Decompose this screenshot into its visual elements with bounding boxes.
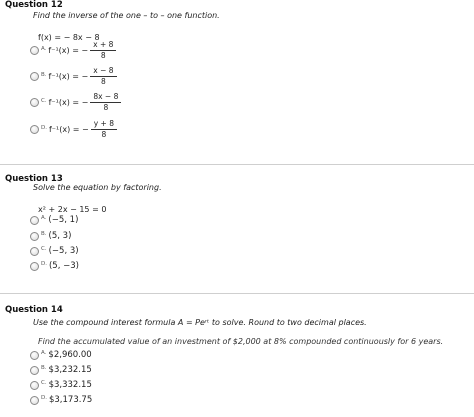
option-text: (−5, 1) [48, 215, 79, 225]
option-letter: D. [41, 124, 47, 131]
option-lhs: f⁻¹(x) = − [48, 125, 89, 134]
radio-button[interactable] [30, 232, 39, 241]
question-14-subprompt: Find the accumulated value of an investment of $2,000 at 8% compounded continuously for 6 years. [38, 337, 444, 346]
radio-button[interactable] [30, 216, 39, 225]
fraction-denominator: 8 [100, 51, 106, 60]
option-fraction [90, 40, 116, 61]
option-fraction [91, 119, 117, 140]
radio-button[interactable] [30, 125, 39, 134]
question-divider [0, 293, 474, 294]
option-lhs: f⁻¹(x) = − [48, 46, 89, 55]
option-letter: B. [41, 231, 47, 237]
option-text: (−5, 3) [48, 246, 79, 256]
option-text: $3,173.75 [48, 395, 93, 405]
radio-button[interactable] [30, 72, 39, 81]
option-letter: B. [41, 365, 47, 371]
question-13-option-d[interactable] [30, 261, 79, 271]
radio-button[interactable] [30, 396, 39, 405]
question-13-given: x² + 2x − 15 = 0 [38, 205, 107, 214]
option-letter: C. [41, 97, 47, 104]
option-text: $3,332.15 [48, 380, 92, 390]
question-12-option-a[interactable] [30, 40, 116, 61]
option-text: $3,232.15 [48, 365, 92, 375]
fraction-numerator: 8x − 8 [90, 92, 121, 103]
question-14-title: Question 14 [5, 305, 63, 315]
question-12-option-b[interactable] [30, 66, 117, 87]
question-13-title: Question 13 [5, 174, 63, 184]
question-13-option-c[interactable] [30, 246, 79, 256]
question-14-option-d[interactable] [30, 395, 92, 405]
radio-button[interactable] [30, 351, 39, 360]
question-13-option-a[interactable] [30, 215, 78, 225]
question-14-option-a[interactable] [30, 350, 92, 360]
fraction-denominator: 8 [101, 130, 107, 139]
option-lhs: f⁻¹(x) = − [48, 98, 89, 107]
option-text: $2,960.00 [48, 350, 92, 360]
option-letter: D. [41, 395, 47, 401]
question-12-option-c[interactable] [30, 92, 121, 113]
option-letter: C. [41, 380, 47, 386]
option-letter: B. [41, 71, 47, 78]
question-divider [0, 164, 474, 165]
question-12-prompt: Find the inverse of the one – to – one function. [33, 11, 220, 20]
option-letter: D. [41, 261, 47, 267]
fraction-denominator: 8 [100, 77, 106, 86]
radio-button[interactable] [30, 98, 39, 107]
fraction-numerator: x + 8 [90, 40, 116, 51]
fraction-denominator: 8 [103, 103, 109, 112]
question-14-option-c[interactable] [30, 380, 92, 390]
option-letter: A. [41, 215, 47, 221]
option-letter: A. [41, 45, 47, 52]
option-text: (5, −3) [48, 261, 79, 271]
option-fraction [90, 66, 116, 87]
question-12-given: f(x) = − 8x − 8 [38, 33, 100, 42]
question-12-option-d[interactable] [30, 119, 117, 140]
radio-button[interactable] [30, 46, 39, 55]
option-letter: A. [41, 350, 47, 356]
fraction-numerator: x − 8 [90, 66, 116, 77]
option-fraction [90, 92, 121, 113]
question-13-option-b[interactable] [30, 231, 71, 241]
option-text: (5, 3) [48, 231, 72, 241]
option-lhs: f⁻¹(x) = − [48, 72, 89, 81]
question-13-prompt: Solve the equation by factoring. [33, 183, 162, 192]
radio-button[interactable] [30, 381, 39, 390]
option-letter: C. [41, 246, 47, 252]
radio-button[interactable] [30, 366, 39, 375]
fraction-numerator: y + 8 [91, 119, 117, 130]
question-12-title: Question 12 [5, 0, 63, 10]
radio-button[interactable] [30, 262, 39, 271]
question-14-option-b[interactable] [30, 365, 92, 375]
question-14-prompt: Use the compound interest formula A = Peʳᵗ to solve. Round to two decimal places. [33, 318, 367, 327]
radio-button[interactable] [30, 247, 39, 256]
